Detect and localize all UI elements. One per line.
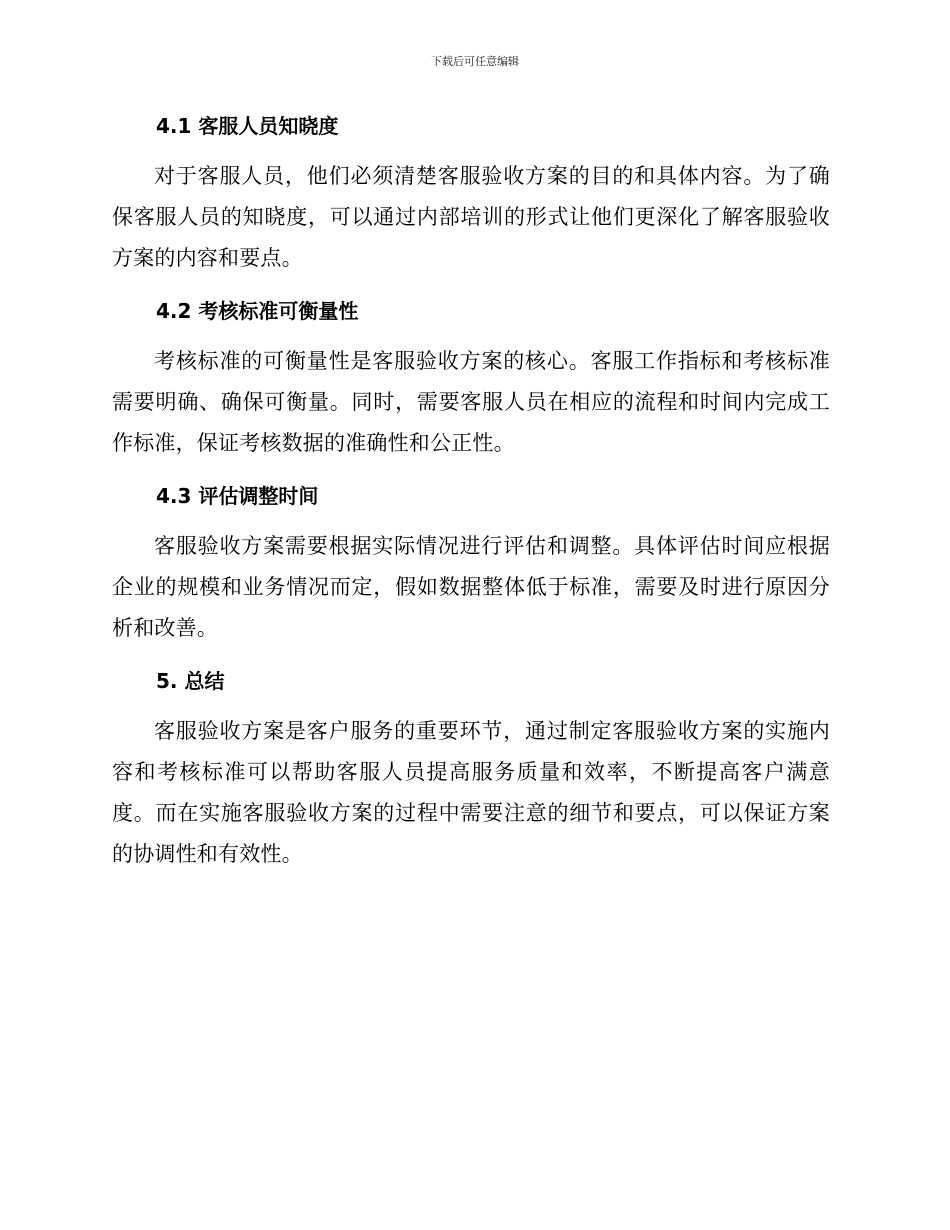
section-paragraph: 客服验收方案需要根据实际情况进行评估和调整。具体评估时间应根据企业的规模和业务情况而定，假如数据整体低于标准，需要及时进行原因分析和改善。 <box>112 534 830 640</box>
page-header: 下载后可任意编辑 <box>431 55 519 68</box>
section-heading: 5. 总结 <box>156 669 225 693</box>
section-4-2 <box>112 295 830 464</box>
section-heading: 4.3 评估调整时间 <box>156 484 319 508</box>
section-heading: 4.2 考核标准可衡量性 <box>156 299 359 323</box>
section-heading: 4.1 客服人员知晓度 <box>156 114 339 138</box>
section-paragraph: 考核标准的可衡量性是客服验收方案的核心。客服工作指标和考核标准需要明确、确保可衡量。同时，需要客服人员在相应的流程和时间内完成工作标准，保证考核数据的准确性和公正性。 <box>112 349 830 455</box>
document-body <box>112 110 830 891</box>
section-5-summary <box>112 665 830 875</box>
section-paragraph: 对于客服人员，他们必须清楚客服验收方案的目的和具体内容。为了确保客服人员的知晓度，可以通过内部培训的形式让他们更深化了解客服验收方案的内容和要点。 <box>112 164 830 270</box>
section-4-1 <box>112 110 830 279</box>
section-4-3 <box>112 480 830 649</box>
section-paragraph: 客服验收方案是客户服务的重要环节，通过制定客服验收方案的实施内容和考核标准可以帮助客服人员提高服务质量和效率，不断提高客户满意度。而在实施客服验收方案的过程中需要注意的细节和要点，可以保证方案的协调性和有效性。 <box>112 719 830 866</box>
